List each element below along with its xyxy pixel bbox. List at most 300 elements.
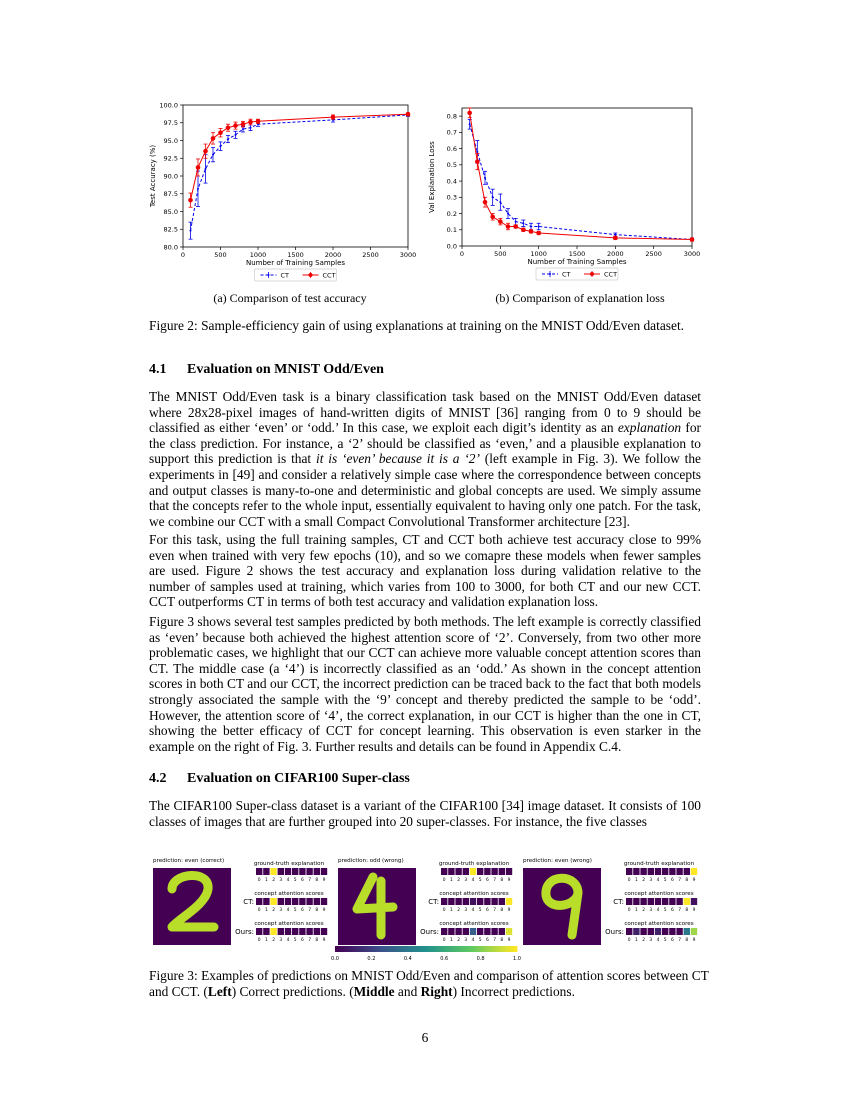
colorbar-segment [396,946,399,952]
digit-tick: 4 [286,938,290,943]
y-tick-label: 95.0 [163,136,178,145]
digit-tick: 3 [464,878,468,883]
text-run: ) Incorrect predictions. [452,983,575,999]
colorbar-segment [441,946,444,952]
digit-tick: 7 [678,878,681,883]
data-point [233,123,238,128]
row-title: concept attention scores [439,891,509,897]
colorbar-segment [390,946,393,952]
y-tick-label: 0.2 [446,209,457,218]
y-tick-label: 82.5 [163,225,178,234]
x-axis-label: Number of Training Samples [245,259,346,267]
data-point [498,219,503,224]
attention-cell [648,868,654,875]
legend-label: CT [562,270,571,279]
y-tick-label: 85.0 [163,207,178,216]
colorbar-segment [478,946,481,952]
colorbar-segment [438,946,441,952]
fig2-chart-accuracy [140,95,420,285]
digit-tick: 9 [507,908,511,913]
x-tick-label: 0 [180,251,186,259]
digit-tick: 9 [507,878,511,883]
digit-tick: 1 [450,938,453,943]
digit-tick: 3 [279,908,283,913]
text-run: Figure 3: Examples of predictions on MNIST Odd/Even and comparison of attention scores between CT and CCT. ( [149,968,709,999]
y-tick-label: 0.0 [446,242,457,251]
attention-cell [321,868,327,875]
row-title: ground-truth explanation [438,861,510,867]
colorbar-segment [393,946,396,952]
colorbar-segment [368,946,371,952]
data-point [475,159,480,164]
colorbar-segment [365,946,368,952]
digit-tick: 0 [627,878,631,883]
attention-cell [491,868,497,875]
digit-tick: 9 [692,878,696,883]
attention-cell [455,868,461,875]
data-point [469,123,471,125]
attention-cell [640,928,646,935]
colorbar-tick: 1.0 [513,956,521,962]
attention-cell [662,928,668,935]
colorbar-tick: 0.0 [331,956,339,962]
digit-tick: 2 [272,878,275,883]
x-tick-label: 2000 [324,251,342,259]
attention-cell [285,898,291,905]
paragraph-4-1-3: Figure 3 shows several test samples predicted by both methods. The left example is correctly classified as ‘even’ because both achieved the highest attention score of ‘2’. Conversely, from two other more problematic cases, we highlight that our CCT can achieve more valuable concept attention scores than CT. The middle case (a ‘4’) is incorrectly classified as an ‘odd.’ As shown in the concept attention scores in both CT and our CCT, the incorrect prediction can be traced back to the fact that both models strongly associated the sample with the ‘9’ concept and thereby predicted the sample to be ‘odd’. However, the attention score of ‘4’, the correct explanation, in our CCT is higher than the one in CT, showing the better efficacy of CCT for concept learning. This observation is even starker in the example on the right of Fig. 3. Further results and details can be found in Appendix C.4. [149,614,701,754]
data-point [536,231,541,236]
legend-marker [268,274,270,276]
colorbar-segment [475,946,478,952]
digit-tick: 7 [493,938,496,943]
attention-cell [691,928,697,935]
data-point [476,151,478,153]
digit-tick: 3 [279,878,283,883]
series-line-ct [470,124,692,239]
digit-tick: 6 [486,878,489,883]
digit-tick: 6 [671,938,674,943]
attention-cell [633,928,639,935]
digit-tick: 1 [635,938,638,943]
attention-cell [491,928,497,935]
data-point [203,149,208,154]
data-point [242,128,244,130]
data-point [507,213,509,215]
digit-tick: 6 [486,908,489,913]
data-point [499,201,501,203]
x-tick-label: 1000 [530,250,547,258]
colorbar-segment [499,946,502,952]
colorbar-tick: 0.8 [476,956,485,962]
attention-cell [263,868,269,875]
digit-tick: 4 [286,908,290,913]
attention-cell [306,898,312,905]
digit-tick: 0 [627,938,631,943]
digit-tick: 7 [493,878,496,883]
attention-cell [470,928,476,935]
digit-tick: 2 [272,908,275,913]
colorbar-segment [447,946,450,952]
digit-tick: 0 [442,878,446,883]
row-side-label: Ours: [605,928,624,936]
colorbar-segment [338,946,341,952]
digit-tick: 8 [315,878,319,883]
fig3-figure [150,856,705,964]
attention-cell [448,928,454,935]
colorbar-segment [377,946,380,952]
attention-cell [648,898,654,905]
digit-tick: 5 [663,878,667,883]
colorbar-segment [429,946,432,952]
attention-cell [256,898,262,905]
attention-cell [669,928,675,935]
attention-cell [506,868,512,875]
digit-tick: 8 [500,908,504,913]
x-tick-label: 1000 [249,251,267,259]
attention-cell [676,928,682,935]
colorbar-segment [502,946,505,952]
digit-tick: 5 [478,908,482,913]
data-point [235,134,237,136]
attention-cell [448,868,454,875]
text-run: for the class prediction. For instance, a ‘2’ should be classified as ‘even,’ and a plausible explanation to support this prediction is that [149,420,701,467]
fig3-caption [149,968,709,999]
digit-tick: 0 [442,938,446,943]
x-tick-label: 1500 [568,250,586,258]
attention-cell [648,928,654,935]
digit-tick: 5 [478,938,482,943]
attention-cell [676,898,682,905]
colorbar-segment [493,946,496,952]
colorbar-segment [356,946,359,952]
y-tick-label: 0.3 [446,193,457,202]
fig3-panel [338,858,512,945]
attention-cell [691,868,697,875]
data-point [227,138,229,140]
data-point [513,224,518,229]
y-tick-label: 87.5 [163,190,178,199]
x-tick-label: 3000 [399,251,417,259]
data-point [484,177,486,179]
colorbar-segment [381,946,384,952]
digit-tick: 2 [642,908,645,913]
row-title: concept attention scores [439,921,509,927]
attention-cell [292,898,298,905]
attention-cell [470,868,476,875]
data-point [218,130,223,135]
colorbar-segment [426,946,429,952]
attention-cell [306,928,312,935]
data-point [490,214,495,219]
colorbar-segment [465,946,468,952]
data-point [241,122,246,127]
digit-tick: 8 [315,908,319,913]
x-tick-label: 0 [459,250,465,258]
data-point [196,165,201,170]
attention-cell [321,898,327,905]
emphasis: it is ‘even’ because it is a ‘2’ [315,451,480,467]
digit-tick: 9 [322,878,326,883]
colorbar-segment [417,946,420,952]
data-point [538,226,540,228]
colorbar-segment [411,946,414,952]
attention-cell [448,898,454,905]
colorbar-segment [371,946,374,952]
attention-cell [455,898,461,905]
attention-cell [499,898,505,905]
digit-tick: 2 [457,878,460,883]
digit-tick: 3 [649,878,653,883]
attention-cell [484,928,490,935]
x-tick-label: 2000 [607,250,624,258]
attention-cell [669,898,675,905]
attention-cell [285,928,291,935]
digit-tick: 3 [279,938,283,943]
digit-tick: 7 [308,938,311,943]
row-side-label: Ours: [235,928,254,936]
attention-cell [477,928,483,935]
page-number: 6 [421,1030,429,1045]
fig2-subcaption-b: (b) Comparison of explanation loss [495,291,665,305]
y-tick-label: 92.5 [163,154,178,163]
digit-tick: 6 [301,938,304,943]
digit-tick: 1 [450,908,453,913]
prediction-title: prediction: even (wrong) [523,858,592,864]
y-tick-label: 0.5 [446,161,457,170]
digit-tick: 4 [286,878,290,883]
digit-tick: 8 [500,938,504,943]
section-number: 4.1 [149,362,167,377]
legend-label: CT [280,271,290,280]
fig3-panel [153,858,327,945]
digit-tick: 1 [450,878,453,883]
colorbar-segment [511,946,514,952]
attention-cell [463,898,469,905]
fig2-chart-explanation-loss [430,100,710,285]
data-point [613,236,618,241]
colorbar-segment [387,946,390,952]
attention-cell [684,898,690,905]
bold-text: Middle [353,983,395,999]
row-title: concept attention scores [254,921,324,927]
colorbar-segment [353,946,356,952]
digit-tick: 8 [685,938,689,943]
colorbar-segment [496,946,499,952]
attention-cell [499,868,505,875]
data-point [690,237,695,242]
attention-cell [662,868,668,875]
legend-label: CCT [604,270,618,279]
row-title: ground-truth explanation [623,861,695,867]
attention-cell [263,898,269,905]
digit-tick: 1 [635,878,638,883]
attention-cell [684,928,690,935]
attention-cell [470,898,476,905]
colorbar-segment [459,946,462,952]
attention-cell [691,898,697,905]
colorbar-segment [408,946,411,952]
colorbar-segment [432,946,435,952]
attention-cell [299,868,305,875]
x-tick-label: 1500 [287,251,304,259]
row-side-label: Ours: [420,928,439,936]
colorbar-segment [344,946,347,952]
attention-cell [477,898,483,905]
attention-cell [278,898,284,905]
data-point [212,154,214,156]
plot-frame [183,105,408,247]
attention-cell [669,868,675,875]
legend-label: CCT [322,271,336,280]
attention-cell [463,928,469,935]
colorbar-segment [487,946,490,952]
digit-tick: 3 [649,938,653,943]
prediction-title: prediction: even (correct) [153,858,225,864]
attention-cell [314,898,320,905]
row-title: concept attention scores [624,921,694,927]
digit-tick: 5 [293,878,297,883]
colorbar-segment [435,946,438,952]
digit-tick: 4 [656,878,660,883]
series-line-cct [191,114,409,200]
colorbar-segment [468,946,471,952]
attention-cell [484,898,490,905]
text-run: and [394,983,421,999]
x-tick-label: 2500 [645,250,662,258]
section-heading-4-1 [149,362,384,378]
attention-cell [491,898,497,905]
x-tick-label: 500 [214,251,227,259]
colorbar-segment [405,946,408,952]
text-run: ) Correct predictions. ( [231,983,354,999]
attention-cell [655,928,661,935]
digit-tick: 8 [685,878,689,883]
attention-cell [499,928,505,935]
digit-tick: 3 [464,908,468,913]
colorbar-segment [402,946,405,952]
colorbar-segment [490,946,493,952]
data-point [331,115,336,120]
colorbar-segment [423,946,426,952]
colorbar-segment [462,946,465,952]
attention-cell [455,928,461,935]
y-tick-label: 100.0 [159,101,178,110]
attention-cell [278,868,284,875]
attention-cell [676,868,682,875]
paragraph-4-2-1: The CIFAR100 Super-class dataset is a variant of the CIFAR100 [34] image dataset. It consists of 100 classes of images that are further grouped into 20 super-classes. For instance, the five classes [149,798,701,829]
colorbar-segment [508,946,511,952]
digit-tick: 8 [315,938,319,943]
digit-tick: 0 [257,908,261,913]
digit-tick: 4 [471,938,475,943]
attention-cell [314,868,320,875]
data-point [190,230,192,232]
text-run: (left example in Fig. 3). We follow the experiments in [49] and consider a relatively simple case where the correspondence between concepts and output classes is many-to-one and deterministic and global concepts are used. We simply assume that the concepts refer to the whole input, essentially equivalent to having only one patch. For the task, we combine our CCT with a small Compact Convolutional Transformer architecture [23]. [149,451,702,529]
attention-cell [292,928,298,935]
data-point [248,120,253,125]
data-point [522,222,524,224]
y-axis-label: Test Accuracy (%) [149,144,157,208]
colorbar-tick: 0.2 [367,956,376,962]
digit-tick: 5 [478,878,482,883]
y-tick-label: 80.0 [163,243,178,252]
section-title: Evaluation on CIFAR100 Super-class [187,771,410,786]
digit-tick: 9 [507,938,511,943]
digit-tick: 4 [471,908,475,913]
digit-tick: 5 [293,938,297,943]
x-tick-label: 2500 [362,251,379,259]
digit-tick: 7 [678,908,681,913]
attention-cell [306,868,312,875]
colorbar-segment [456,946,459,952]
attention-cell [256,868,262,875]
bold-text: Right [420,983,453,999]
digit-tick: 4 [656,908,660,913]
colorbar-segment [335,946,338,952]
digit-tick: 4 [471,878,475,883]
colorbar-segment [384,946,387,952]
digit-tick: 2 [642,878,645,883]
digit-tick: 7 [308,908,311,913]
digit-tick: 2 [642,938,645,943]
plot-frame [462,108,692,246]
data-point [521,227,526,232]
digit-tick: 1 [265,878,268,883]
data-point [205,168,207,170]
digit-tick: 3 [464,938,468,943]
attention-cell [299,928,305,935]
colorbar-segment [472,946,475,952]
digit-tick: 6 [486,938,489,943]
digit-tick: 8 [500,878,504,883]
prediction-title: prediction: odd (wrong) [338,858,404,864]
attention-cell [441,898,447,905]
series-line-ct [191,115,409,231]
data-point [226,125,231,130]
x-tick-label: 500 [494,250,507,258]
attention-cell [270,868,276,875]
data-point [483,200,488,205]
y-tick-label: 0.1 [446,226,457,235]
attention-cell [484,868,490,875]
digit-tick: 0 [627,908,631,913]
attention-cell [285,868,291,875]
attention-cell [506,928,512,935]
data-point [515,221,517,223]
attention-cell [263,928,269,935]
attention-cell [314,928,320,935]
y-tick-label: 0.7 [446,128,457,137]
fig2-subcaption-a: (a) Comparison of test accuracy [213,291,367,305]
colorbar-segment [374,946,377,952]
legend-marker [309,273,313,277]
fig2-caption: Figure 2: Sample-efficiency gain of using explanations at training on the MNIST Odd/Even dataset. [149,318,685,333]
row-side-label: CT: [243,898,254,906]
attention-cell [633,898,639,905]
attention-cell [626,898,632,905]
colorbar-segment [484,946,487,952]
x-tick-label: 3000 [683,250,701,258]
attention-cell [463,868,469,875]
digit-tick: 3 [649,908,653,913]
digit-tick: 1 [635,908,638,913]
colorbar-tick: 0.4 [403,956,412,962]
digit-tick: 7 [308,878,311,883]
row-title: concept attention scores [624,891,694,897]
data-point [529,229,534,234]
colorbar-segment [444,946,447,952]
attention-cell [633,868,639,875]
